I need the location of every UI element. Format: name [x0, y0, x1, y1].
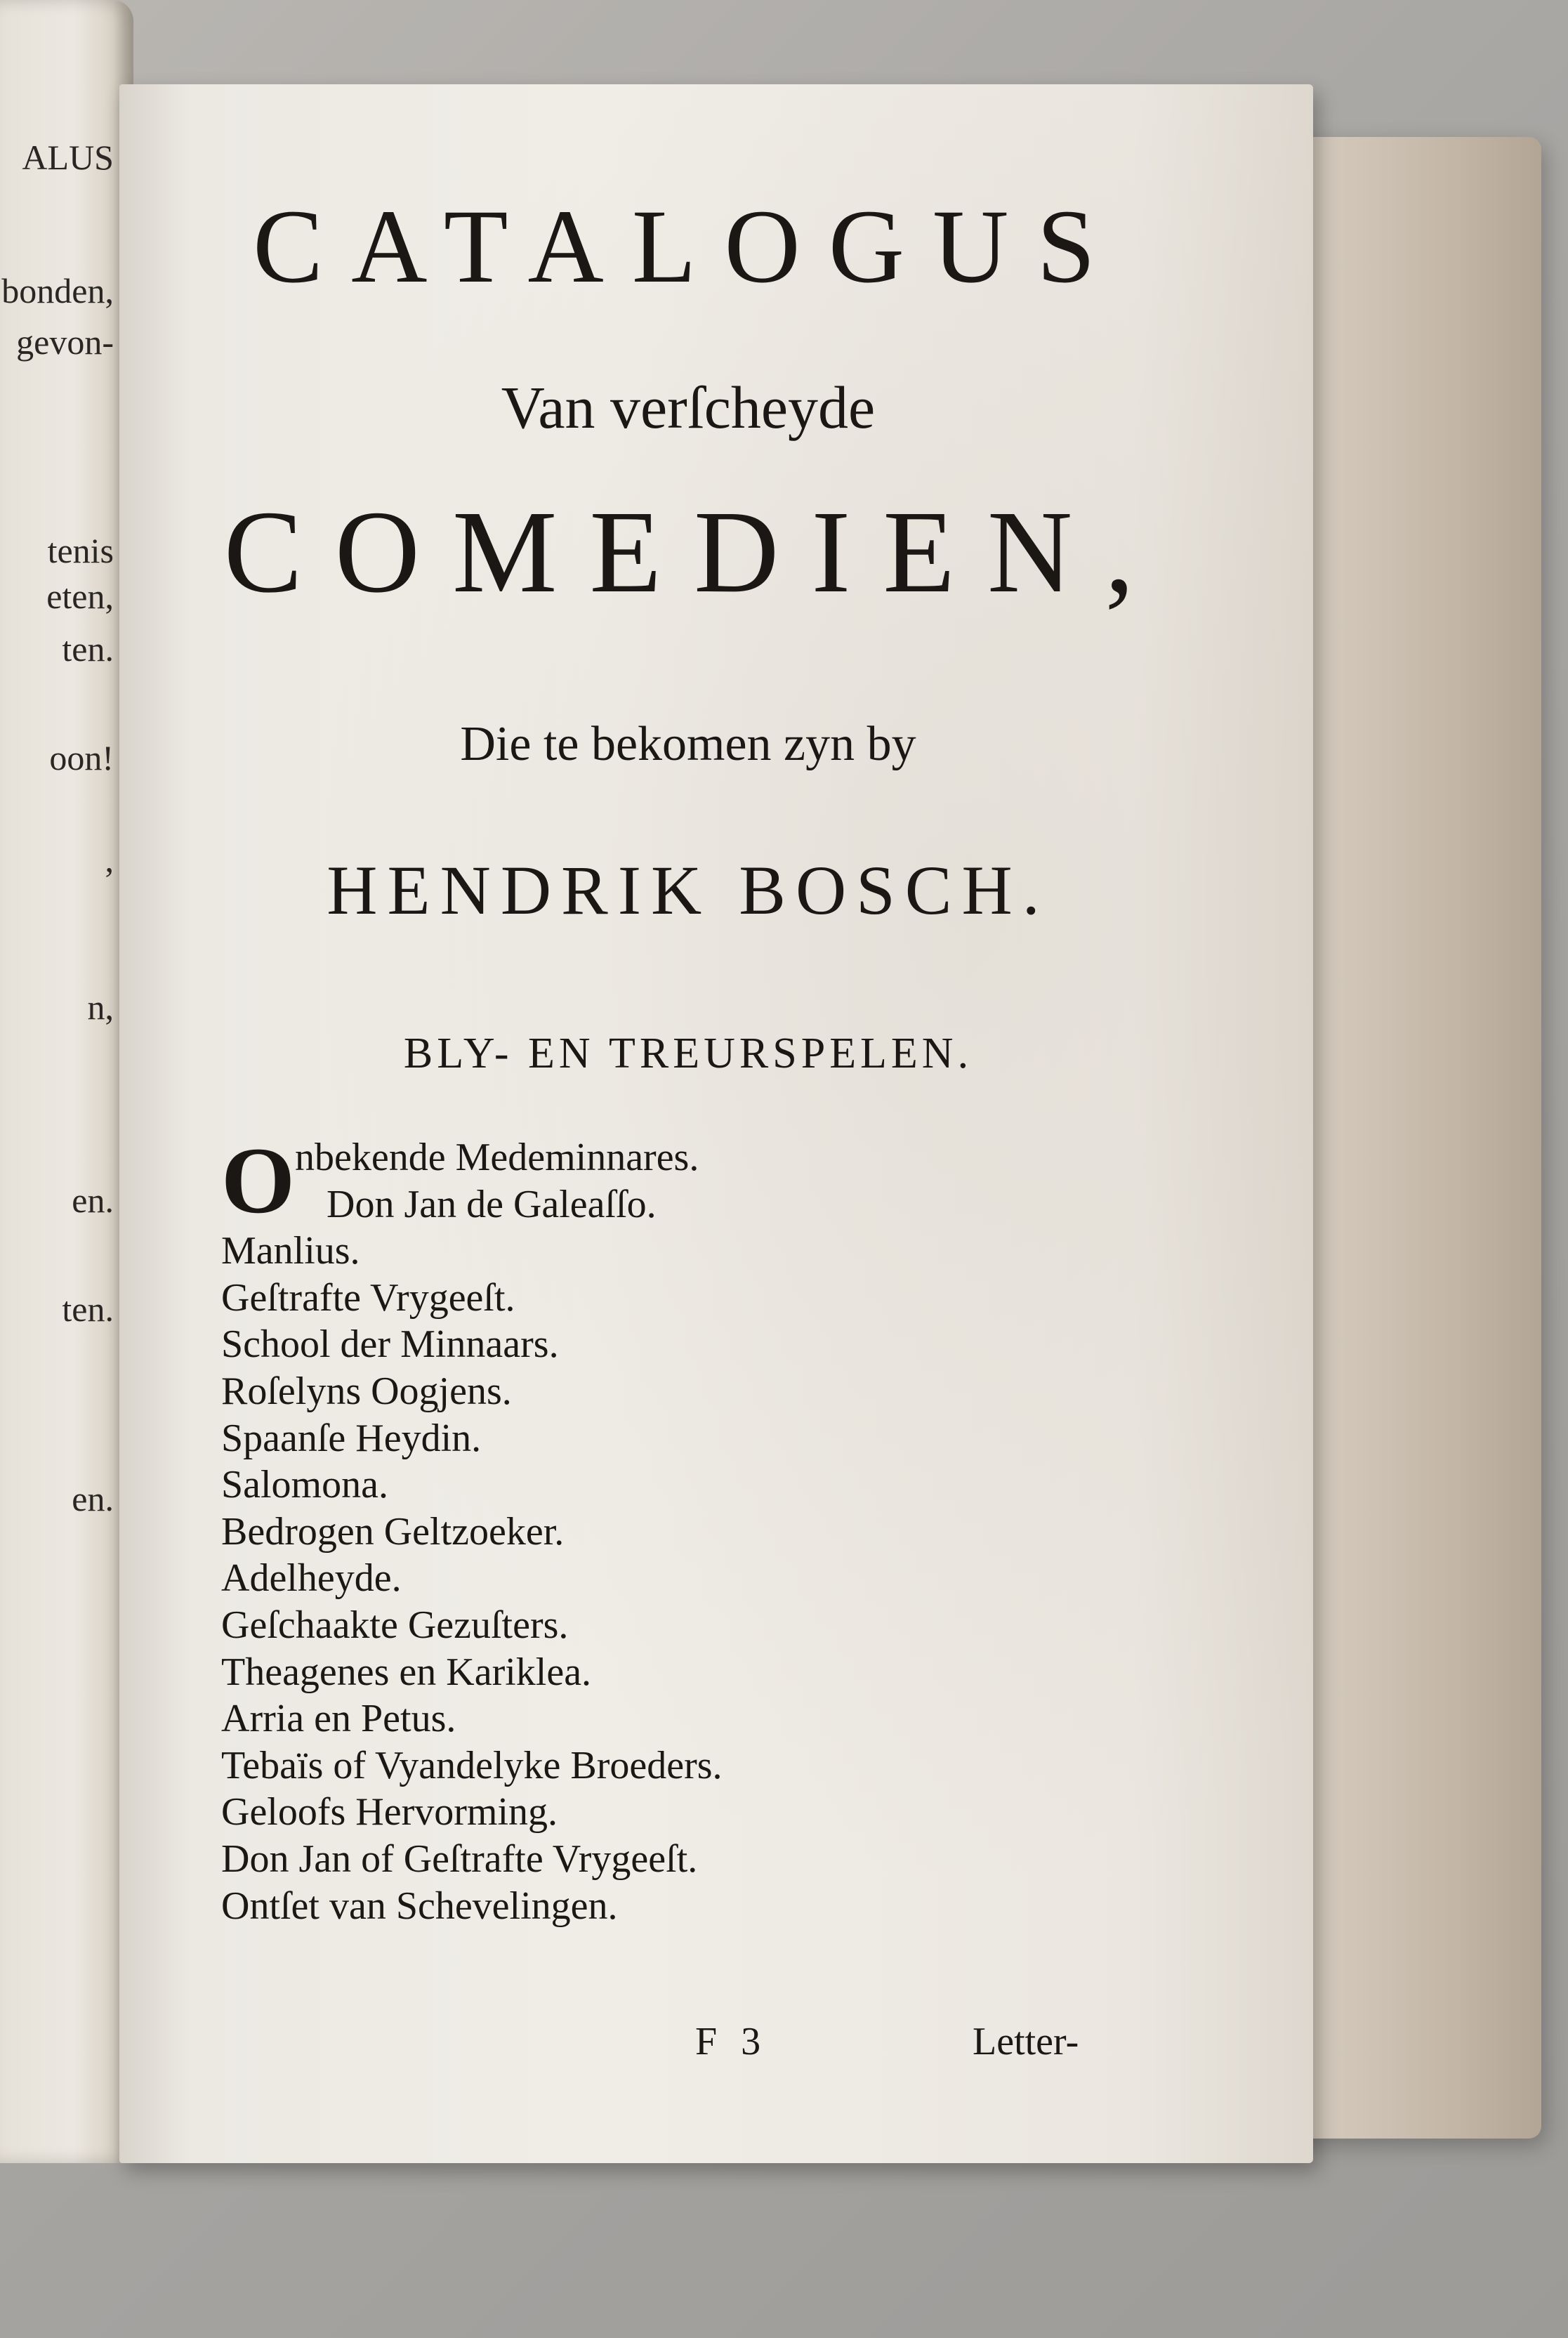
- list-item: Theagenes en Kariklea.: [221, 1650, 592, 1694]
- left-page-fragment: bonden,: [1, 271, 114, 310]
- catchword: Letter-: [973, 2020, 1079, 2063]
- list-item: Geſtrafte Vrygeeſt.: [221, 1275, 515, 1320]
- list-item: Geſchaakte Gezuſters.: [221, 1603, 569, 1647]
- title-bookseller: HENDRIK BOSCH.: [327, 851, 1050, 929]
- recto-page: [119, 84, 1313, 2163]
- left-page-fragment: oon!: [49, 738, 114, 777]
- list-item-text: nbekende Medeminnares.: [295, 1136, 699, 1179]
- left-page-fragment: ten.: [62, 1289, 114, 1329]
- left-page-fragment: tenis: [47, 531, 114, 570]
- title-catalogus: CATALOGUS: [253, 188, 1124, 305]
- list-item: Bedrogen Geltzoeker.: [221, 1509, 565, 1554]
- left-page-fragment: ,: [105, 840, 114, 879]
- left-page-fragment: eten,: [46, 577, 114, 616]
- list-item: Roſelyns Oogjens.: [221, 1369, 512, 1413]
- list-item: Don Jan of Geſtrafte Vrygeeſt.: [221, 1837, 698, 1881]
- list-item: Ontſet van Schevelingen.: [221, 1884, 618, 1928]
- section-heading: BLY- EN TREURSPELEN.: [403, 1030, 973, 1077]
- list-item: Manlius.: [221, 1229, 360, 1273]
- drop-cap-initial: O: [221, 1129, 296, 1233]
- list-item: Tebaïs of Vyandelyke Broeders.: [221, 1743, 723, 1787]
- left-page-fragment: n,: [87, 987, 114, 1027]
- list-item: Adelheyde.: [221, 1556, 402, 1601]
- list-item: [221, 1129, 1204, 1233]
- title-subtitle: Van verſcheyde: [501, 374, 876, 441]
- list-item: Arria en Petus.: [221, 1697, 456, 1741]
- list-item: Geloofs Hervorming.: [221, 1790, 558, 1834]
- title-availability: Die te bekomen zyn by: [460, 717, 916, 771]
- list-item: School der Minnaars.: [221, 1322, 559, 1367]
- left-verso-page: [0, 0, 133, 2163]
- left-page-fragment: ALUS: [22, 138, 114, 177]
- list-item-text: Don Jan de Galeaſſo.: [327, 1182, 657, 1226]
- left-page-fragment: en.: [72, 1181, 114, 1220]
- list-item: Salomona.: [221, 1463, 388, 1507]
- left-page-fragment: ten.: [62, 629, 114, 669]
- left-page-fragment: gevon-: [16, 322, 114, 362]
- left-page-fragment: en.: [72, 1479, 114, 1518]
- signature-mark: F 3: [695, 2020, 768, 2063]
- list-item: Spaanſe Heydin.: [221, 1416, 482, 1460]
- title-comedien: COMEDIEN,: [223, 487, 1167, 617]
- play-list: [221, 1129, 1204, 1929]
